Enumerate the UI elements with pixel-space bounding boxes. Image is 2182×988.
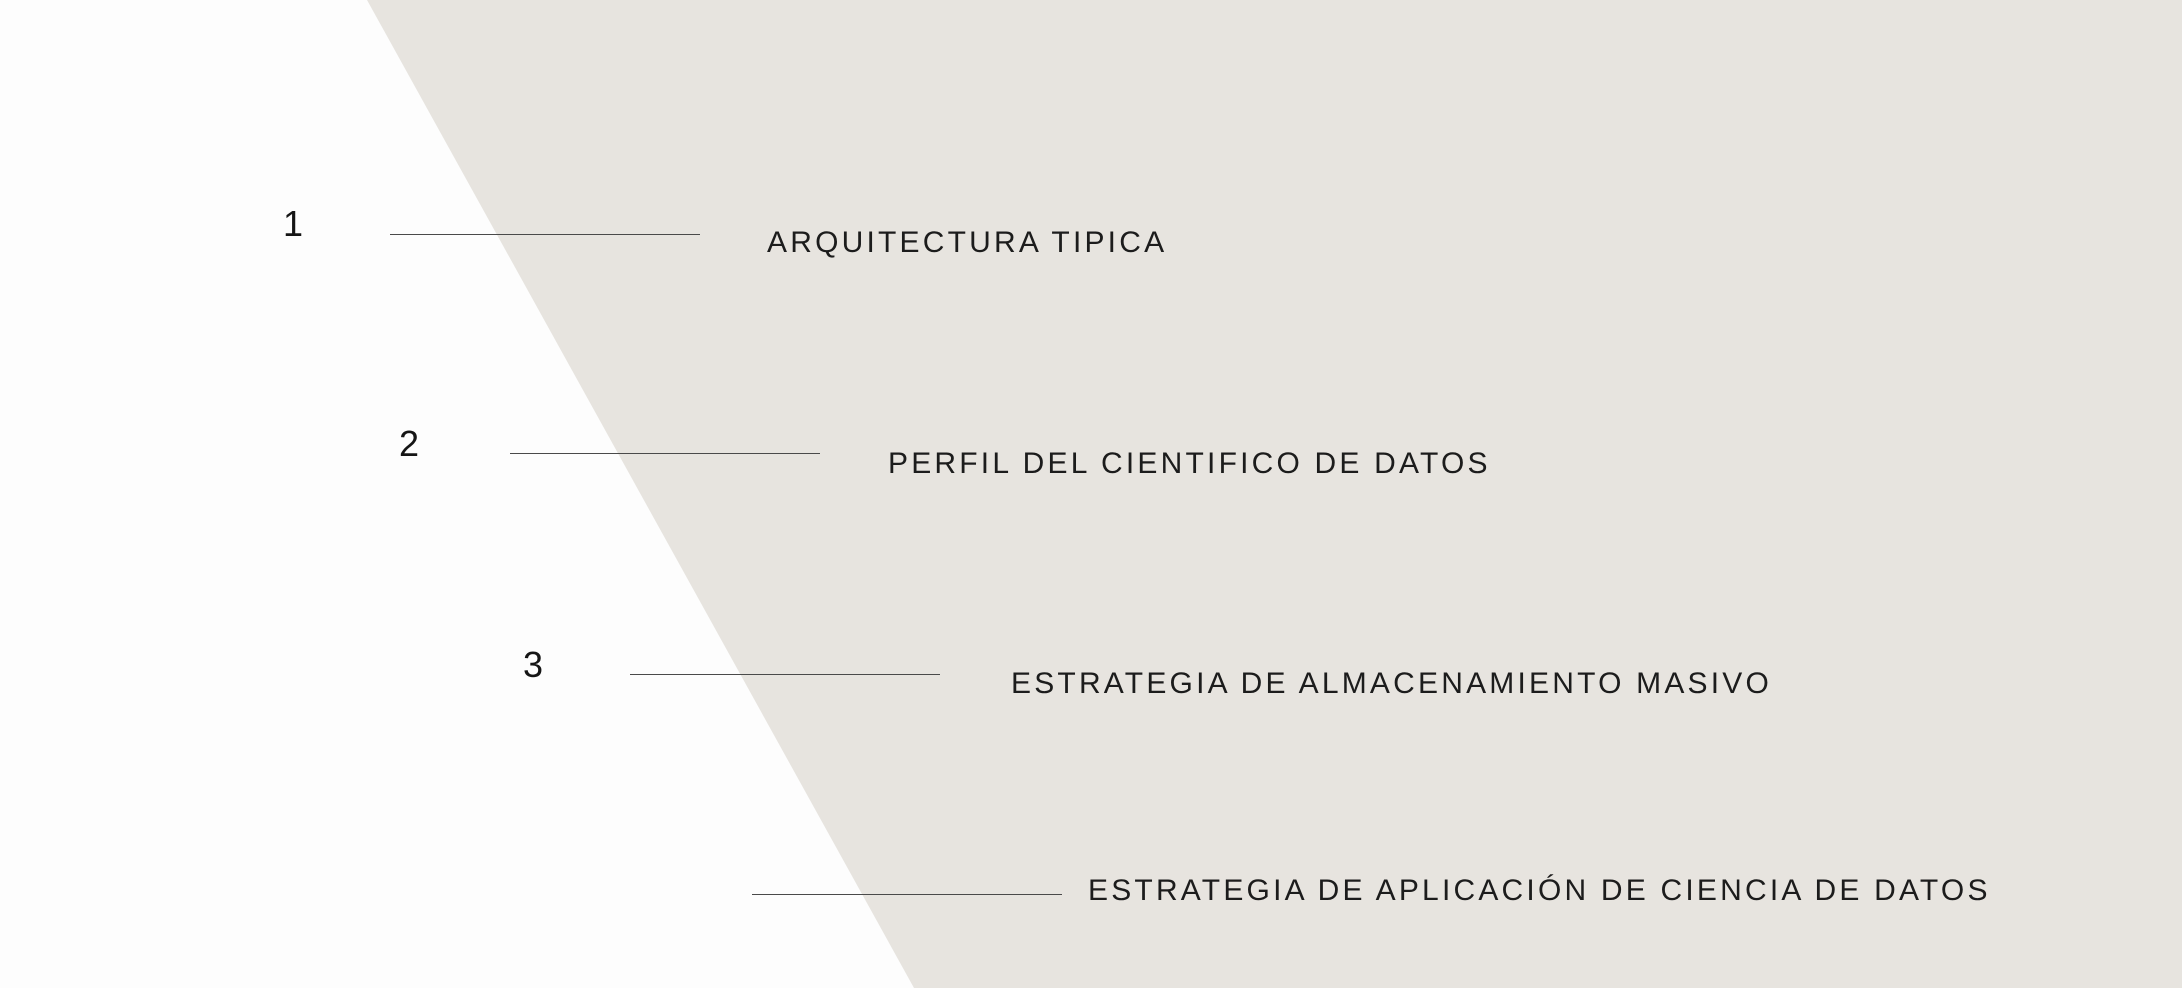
item-divider-line-2 <box>510 453 820 454</box>
item-label-2: PERFIL DEL CIENTIFICO DE DATOS <box>888 447 1491 480</box>
item-label-3: ESTRATEGIA DE ALMACENAMIENTO MASIVO <box>1011 667 1773 700</box>
beige-diagonal-band <box>367 0 2182 988</box>
item-number-2: 2 <box>399 423 420 464</box>
item-label-4: ESTRATEGIA DE APLICACIÓN DE CIENCIA DE DATOS <box>1088 874 1991 907</box>
item-divider-line-3 <box>630 674 940 675</box>
item-number-1: 1 <box>283 203 304 244</box>
item-divider-line-1 <box>390 234 700 235</box>
item-divider-line-4 <box>752 894 1062 895</box>
item-label-1: ARQUITECTURA TIPICA <box>767 226 1168 259</box>
item-number-3: 3 <box>523 644 544 685</box>
